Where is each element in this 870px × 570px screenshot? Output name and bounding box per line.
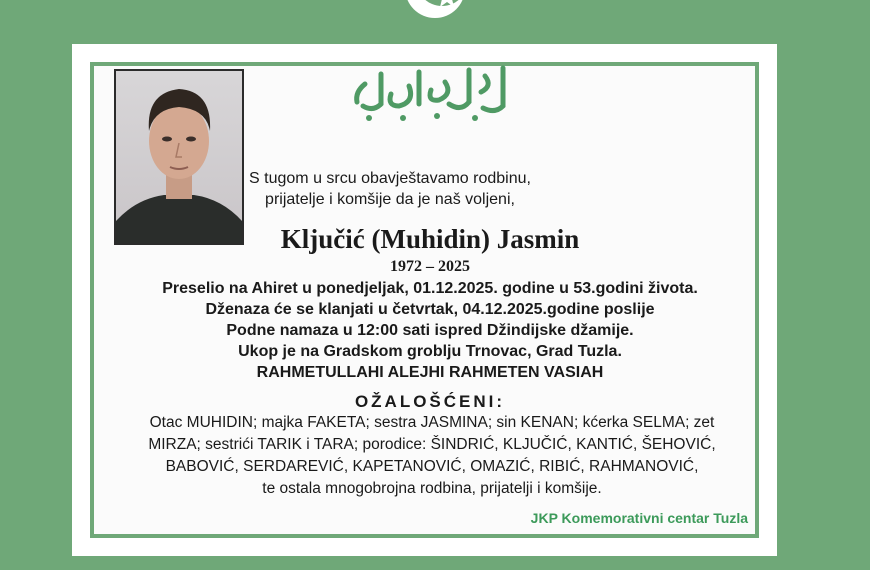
funeral-details <box>110 278 750 383</box>
deceased-years: 1972 – 2025 <box>390 258 470 275</box>
intro-line: S tugom u srcu obavještavamo rodbinu, <box>249 170 531 187</box>
deceased-name: Ključić (Muhidin) Jasmin <box>280 224 580 254</box>
intro-text <box>180 168 600 210</box>
mourners-line: Otac MUHIDIN; majka FAKETA; sestra JASMINA; sin KENAN; kćerka SELMA; zet <box>149 414 715 431</box>
crescent-star-icon <box>400 0 470 34</box>
portrait-photo <box>114 69 244 245</box>
organization-name: JKP Komemorativni centar Tuzla <box>530 510 748 526</box>
mourners-line: BABOVIĆ, SERDAREVIĆ, KAPETANOVIĆ, OMAZIĆ, RIBIĆ, RAHMANOVIĆ, <box>165 458 699 475</box>
details-line: RAHMETULLAHI ALEJHI RAHMETEN VASIAH <box>256 364 604 381</box>
details-line: Dženaza će se klanjati u četvrtak, 04.12.2025.godine poslije <box>205 301 655 318</box>
mourners-line: MIRZA; sestrići TARIK i TARA; porodice: ŠINDRIĆ, KLJUČIĆ, KANTIĆ, ŠEHOVIĆ, <box>148 436 716 453</box>
mourners-line: te ostala mnogobrojna rodbina, prijatelji i komšije. <box>262 480 602 497</box>
details-line: Ukop je na Gradskom groblju Trnovac, Grad Tuzla. <box>238 343 622 360</box>
details-line: Preselio na Ahiret u ponedjeljak, 01.12.2025. godine u 53.godini života. <box>162 280 698 297</box>
mourners-list <box>112 412 752 500</box>
mourners-heading: OŽALOŠĆENI: <box>354 392 506 411</box>
details-line: Podne namaza u 12:00 sati ispred Džindijske džamije. <box>226 322 634 339</box>
intro-line: prijatelje i komšije da je naš voljeni, <box>265 191 515 208</box>
arabic-calligraphy <box>345 62 515 126</box>
